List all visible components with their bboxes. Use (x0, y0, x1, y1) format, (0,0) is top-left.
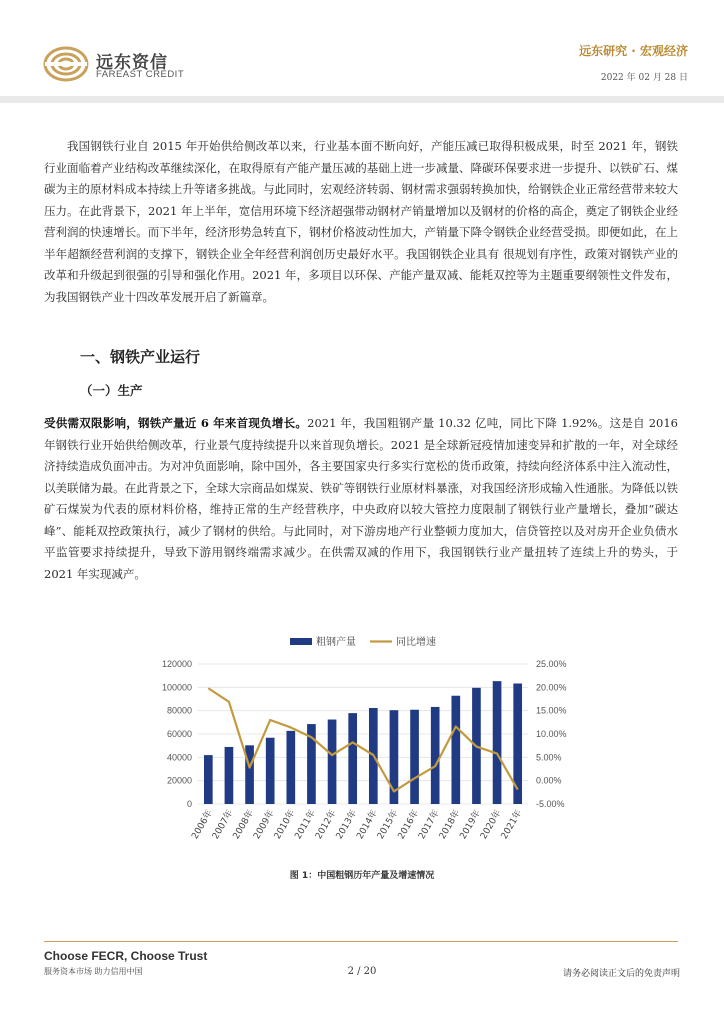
bar-2018年 (451, 696, 460, 804)
x-tick-label: 2016年 (396, 808, 422, 842)
x-tick-label: 2008年 (231, 808, 257, 842)
bar-2010年 (286, 731, 295, 804)
bar-2009年 (266, 738, 275, 804)
legend-bar-swatch (290, 638, 312, 645)
y-right-tick-label: 15.00% (536, 705, 567, 716)
footer-tagline: 服务资本市场 助力信用中国 (44, 967, 143, 976)
x-tick-label: 2017年 (417, 808, 442, 842)
x-tick-label: 2014年 (355, 808, 380, 842)
header-divider (0, 96, 724, 103)
legend-line-label: 同比增速 (396, 637, 436, 648)
footer-divider (44, 941, 678, 942)
page-number: 2 / 20 (347, 966, 377, 977)
x-tick-label: 2010年 (272, 808, 298, 842)
bar-2008年 (245, 745, 254, 804)
x-tick-label: 2011年 (293, 808, 319, 842)
y-left-tick-label: 100000 (161, 682, 192, 693)
y-right-tick-label: 20.00% (536, 682, 567, 693)
production-paragraph (44, 413, 678, 585)
bar-2013年 (348, 713, 357, 804)
report-date: 2022 年 02 月 28 日 (600, 73, 688, 83)
x-tick-label: 2018年 (437, 808, 463, 842)
bar-2017年 (431, 707, 440, 804)
y-right-tick-label: -5.00% (536, 799, 565, 809)
logo-icon (42, 44, 90, 84)
bar-2016年 (410, 710, 419, 804)
x-tick-label: 2007年 (210, 808, 236, 842)
y-left-tick-label: 0 (186, 799, 192, 809)
y-right-tick-label: 5.00% (536, 752, 562, 763)
bar-2020年 (493, 681, 502, 804)
y-left-tick-label: 20000 (166, 775, 192, 786)
y-left-tick-label: 120000 (161, 659, 192, 669)
x-tick-label: 2019年 (458, 808, 484, 842)
figure-caption: 图 1：中国粗钢历年产量及增速情况 (289, 871, 435, 881)
x-tick-label: 2012年 (314, 808, 339, 842)
steel-output-chart (140, 630, 580, 860)
y-right-tick-label: 10.00% (536, 729, 567, 739)
bar-2006年 (204, 755, 213, 804)
x-tick-label: 2013年 (334, 808, 360, 842)
bar-2012年 (328, 720, 337, 804)
y-left-tick-label: 80000 (166, 705, 192, 716)
x-tick-label: 2009年 (252, 808, 277, 842)
y-left-tick-label: 40000 (166, 752, 192, 763)
footer-disclaimer: 请务必阅读正文后的免责声明 (562, 969, 680, 979)
x-tick-label: 2006年 (190, 808, 215, 842)
page-header (0, 0, 724, 100)
x-tick-label: 2020年 (479, 808, 504, 842)
y-right-tick-label: 0.00% (536, 775, 562, 786)
report-series: 远东研究 · 宏观经济 (579, 44, 688, 58)
intro-paragraph: 我国钢铁行业自 2015 年开始供给侧改革以来，行业基本面不断向好，产能压减已取得积极成果，时至 2021 年，钢铁行业面临着产业结构改革继续深化，在取得原有产能产量压减的基础上进一步减量、降碳环保要求进一步提升、以铁矿石、煤碳为主的原材料成本持续上升等诸多挑战。与此同时，宏观经济转弱、钢材需求强弱转换加快，给钢铁企业正常经营带来较大压力。在此背景下，2021 年上半年，宽信用环境下经济超强带动钢材产销量增加以及钢材的价格的高企，奠定了钢铁企业经营利润的快速增长。而下半年，经济形势急转直下，钢材价格波动性加大，产销量下降令钢铁企业经营受损。即便如此，在上半年超额经营利润的支撑下，钢铁企业全年经营利润创历史最好水平。我国钢铁企业具有 很规划有序性，政策对钢铁产业的改革和升级起到很强的引导和强化作用。2021 年，多项目以环保、产能产量双减、能耗双控等为主题重要纲领性文件发布，为我国钢铁产业十四改革发展开启了新篇章。 (44, 139, 678, 304)
growth-line (208, 688, 517, 791)
company-logo (42, 44, 192, 88)
paragraph-body: 2021 年，我国粗钢产量 10.32 亿吨，同比下降 1.92%。这是自 2016 年钢铁行业开始供给侧改革，行业景气度持续提升以来首现负增长。2021 是全球新冠疫情加速变异和扩散的一年，对全球经济持续造成负面冲击。为对冲负面影响，除中国外，各主要国家央行多实行宽松的货币政策，持续向经济体系中注入流动性，以美联储为最。在此背景之下，全球大宗商品如煤炭、铁矿等钢铁行业原材料暴涨，对我国经济形成输入性通胀。为降低以铁矿石煤炭为代表的原材料价格，维持正常的生产经营秩序，中央政府以较大管控力度限制了钢铁行业产量增长，叠加“碳达峰”、能耗双控政策执行，减少了钢材的供给。与此同时，对下游房地产行业整顿力度加大，信贷管控以及对房开企业负债水平监管要求持续提升，导致下游用钢终端需求减少。在供需双减的作用下，我国钢铁行业产量扭转了连续上升的势头，于 2021 年实现减产。 (44, 416, 678, 581)
logo-name-en: FAREAST CREDIT (96, 69, 185, 80)
logo-name-cn: 远东资信 (96, 53, 168, 73)
section-title: 一、钢铁产业运行 (80, 348, 201, 366)
bar-2007年 (225, 747, 234, 804)
y-left-tick-label: 60000 (166, 729, 192, 739)
legend-bar-label: 粗钢产量 (316, 637, 356, 648)
x-tick-label: 2015年 (375, 808, 401, 842)
paragraph-lead: 受供需双限影响，钢铁产量近 6 年来首现负增长。 (44, 416, 308, 430)
footer-slogan: Choose FECR, Choose Trust (44, 949, 208, 963)
y-right-tick-label: 25.00% (536, 659, 567, 669)
subsection-title: （一）生产 (80, 383, 143, 398)
x-tick-label: 2021年 (499, 808, 525, 842)
